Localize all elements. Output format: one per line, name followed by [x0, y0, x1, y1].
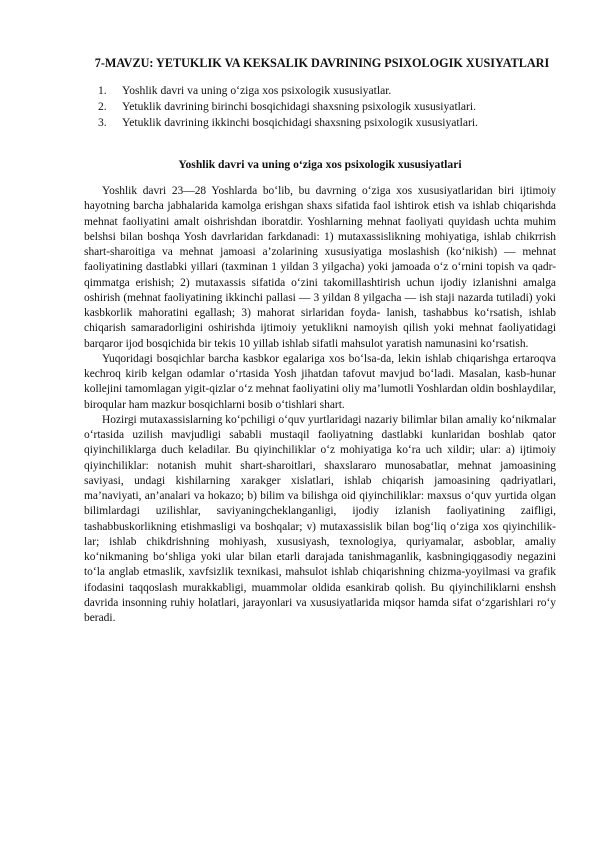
body-paragraph: Hozirgi mutaxassislarning ko‘pchiligi o‘quv yurtlaridagi nazariy bilimlar bilan amaliy ko‘nikmalar o‘rtasida uzilish mavjudligi sababli mustaqil faoliyatning dastlabki kunlaridan boshlab qator qiyinchiliklarga duch keladilar. Bu qiyinchiliklar o‘z mohiyatiga ko‘ra uch xildir; ular: a) ijtimoiy qiyinchiliklar: notanish muhit shart-sharoitlari, shaxslararo munosabatlar, mehnat jamoasining saviyasi, undagi kishilarning xarakger xislatlari, ishlab chiqarish jamoasining qadriyatlari, ma’naviyati, an’analari va hokazo; b) bilim va bilishga oid qiyinchiliklar: maxsus o‘quv yurtida olgan bilimlardagi uzilishlar, saviyaningcheklanganligi, ijodiy izlanish faoliyatining zaifligi, tashabbuskorlikning etishmasligi va boshqalar; v) mutaxassislik bilan bog‘liq o‘ziga xos qiyinchilik- lar; ishlab chikdrishning mohiyash, xususiyash, texnologiya, quriyamalar, asboblar, amaliy ko‘nikmaning bo‘shliga yoki ular bilan etarli darajada tanishmaganlik, kasbningiqgasodiy negazini to‘la anglab etmaslik, xavfsizlik texnikasi, mahsulot ishlab chiqarishning chizma-yoyilmasi va grafik ifodasini taqqoslash murakkabligi, muammolar oldida esankirab qolish. Bu qiyinchiliklarni enshsh davrida insonning ruhiy holatlari, jarayonlari va xususiyatlarida miqsor hamda sifat o‘zgarishlari ro‘y beradi.	[84, 413, 556, 624]
list-item	[84, 83, 556, 99]
list-item-number: 2.	[98, 100, 107, 113]
list-item-number: 1.	[98, 84, 107, 97]
page-title: 7-MAVZU: YETUKLIK VA KEKSALIK DAVRINING PSIXOLOGIK XUSIYATLARI	[94, 56, 550, 70]
list-item-text: Yoshlik davri va uning o‘ziga xos psixologik xususiyatlar.	[122, 84, 392, 97]
list-item	[84, 99, 556, 115]
section-heading: Yoshlik davri va uning o‘ziga xos psixologik xususiyatlari	[178, 158, 462, 171]
body-paragraph: Yoshlik davri 23—28 Yoshlarda bo‘lib, bu davrning o‘ziga xos xususiyatlaridan biri ijtimoiy hayotning barcha jabhalarida kamolga erishgan shaxs sifatida faol ishtirok etish va ishlab chiqarishda mehnat faoliyatini amalt oishrishdan iboratdir. Yoshlarning mehnat faoliyati quyidash uchta muhim belshsi bilan boshqa Yosh davrlaridan farkdanadi: 1) mutaxassislikning mohiyatiga, ishlab chikrrish shart-sharoitiga va mehnat jamoasi a’zolarining xususiyatiga moslashish (ko‘nikish) — mehnat faoliyatining dastlabki yillari (taxminan 1 yildan 3 yilgacha) yoki jamoada o‘z o‘rnini topish va qadr-qimmatga erishish; 2) mutaxassis sifatida o‘zini takomillashtirish uchun ijodiy izlanishni amalga oshirish (mehnat faoliyatining ikkinchi pallasi — 3 yildan 8 yilgacha — ish staji nazarda tutiladi) yoki kasbkorlik mahoratini egallash; 3) mahorat sirlaridan foyda- lanish, tashabbus ko‘rsatish, ishlab chiqarish samaradorligini oshirishda ijtimoiy yetuklikni namoyish qilish yoki mehnat faoliyatidagi barqaror ijod bosqichida bir tekis 10 yillab ishlab sifatli mahsulot yaratish namunasini ko‘rsatish.	[84, 185, 556, 350]
body-paragraph: Yuqoridagi bosqichlar barcha kasbkor egalariga xos bo‘lsa-da, lekin ishlab chiqarishga ertaroqva kechroq kirib kelgan odamlar o‘rtasida Yosh jihatdan tafovut mavjud bo‘ladi. Masalan, kasb-hunar kollejini tamomlagan yigit-qizlar o‘z mehnat faoliyatini oliy ma’lumotli Yoshlardan oldin boshlaydilar, biroqular ham mazkur bosqichlarni bosib o‘tishlari shart.	[84, 352, 556, 411]
topic-list	[84, 83, 556, 131]
list-item-text: Yetuklik davrining birinchi bosqichidagi shaxsning psixologik xususiyatlari.	[122, 100, 477, 113]
list-item-text: Yetuklik davrining ikkinchi bosqichidagi shaxsning psixologik xususiyatlari.	[122, 116, 478, 129]
list-item-number: 3.	[98, 116, 107, 129]
list-item	[84, 115, 556, 131]
